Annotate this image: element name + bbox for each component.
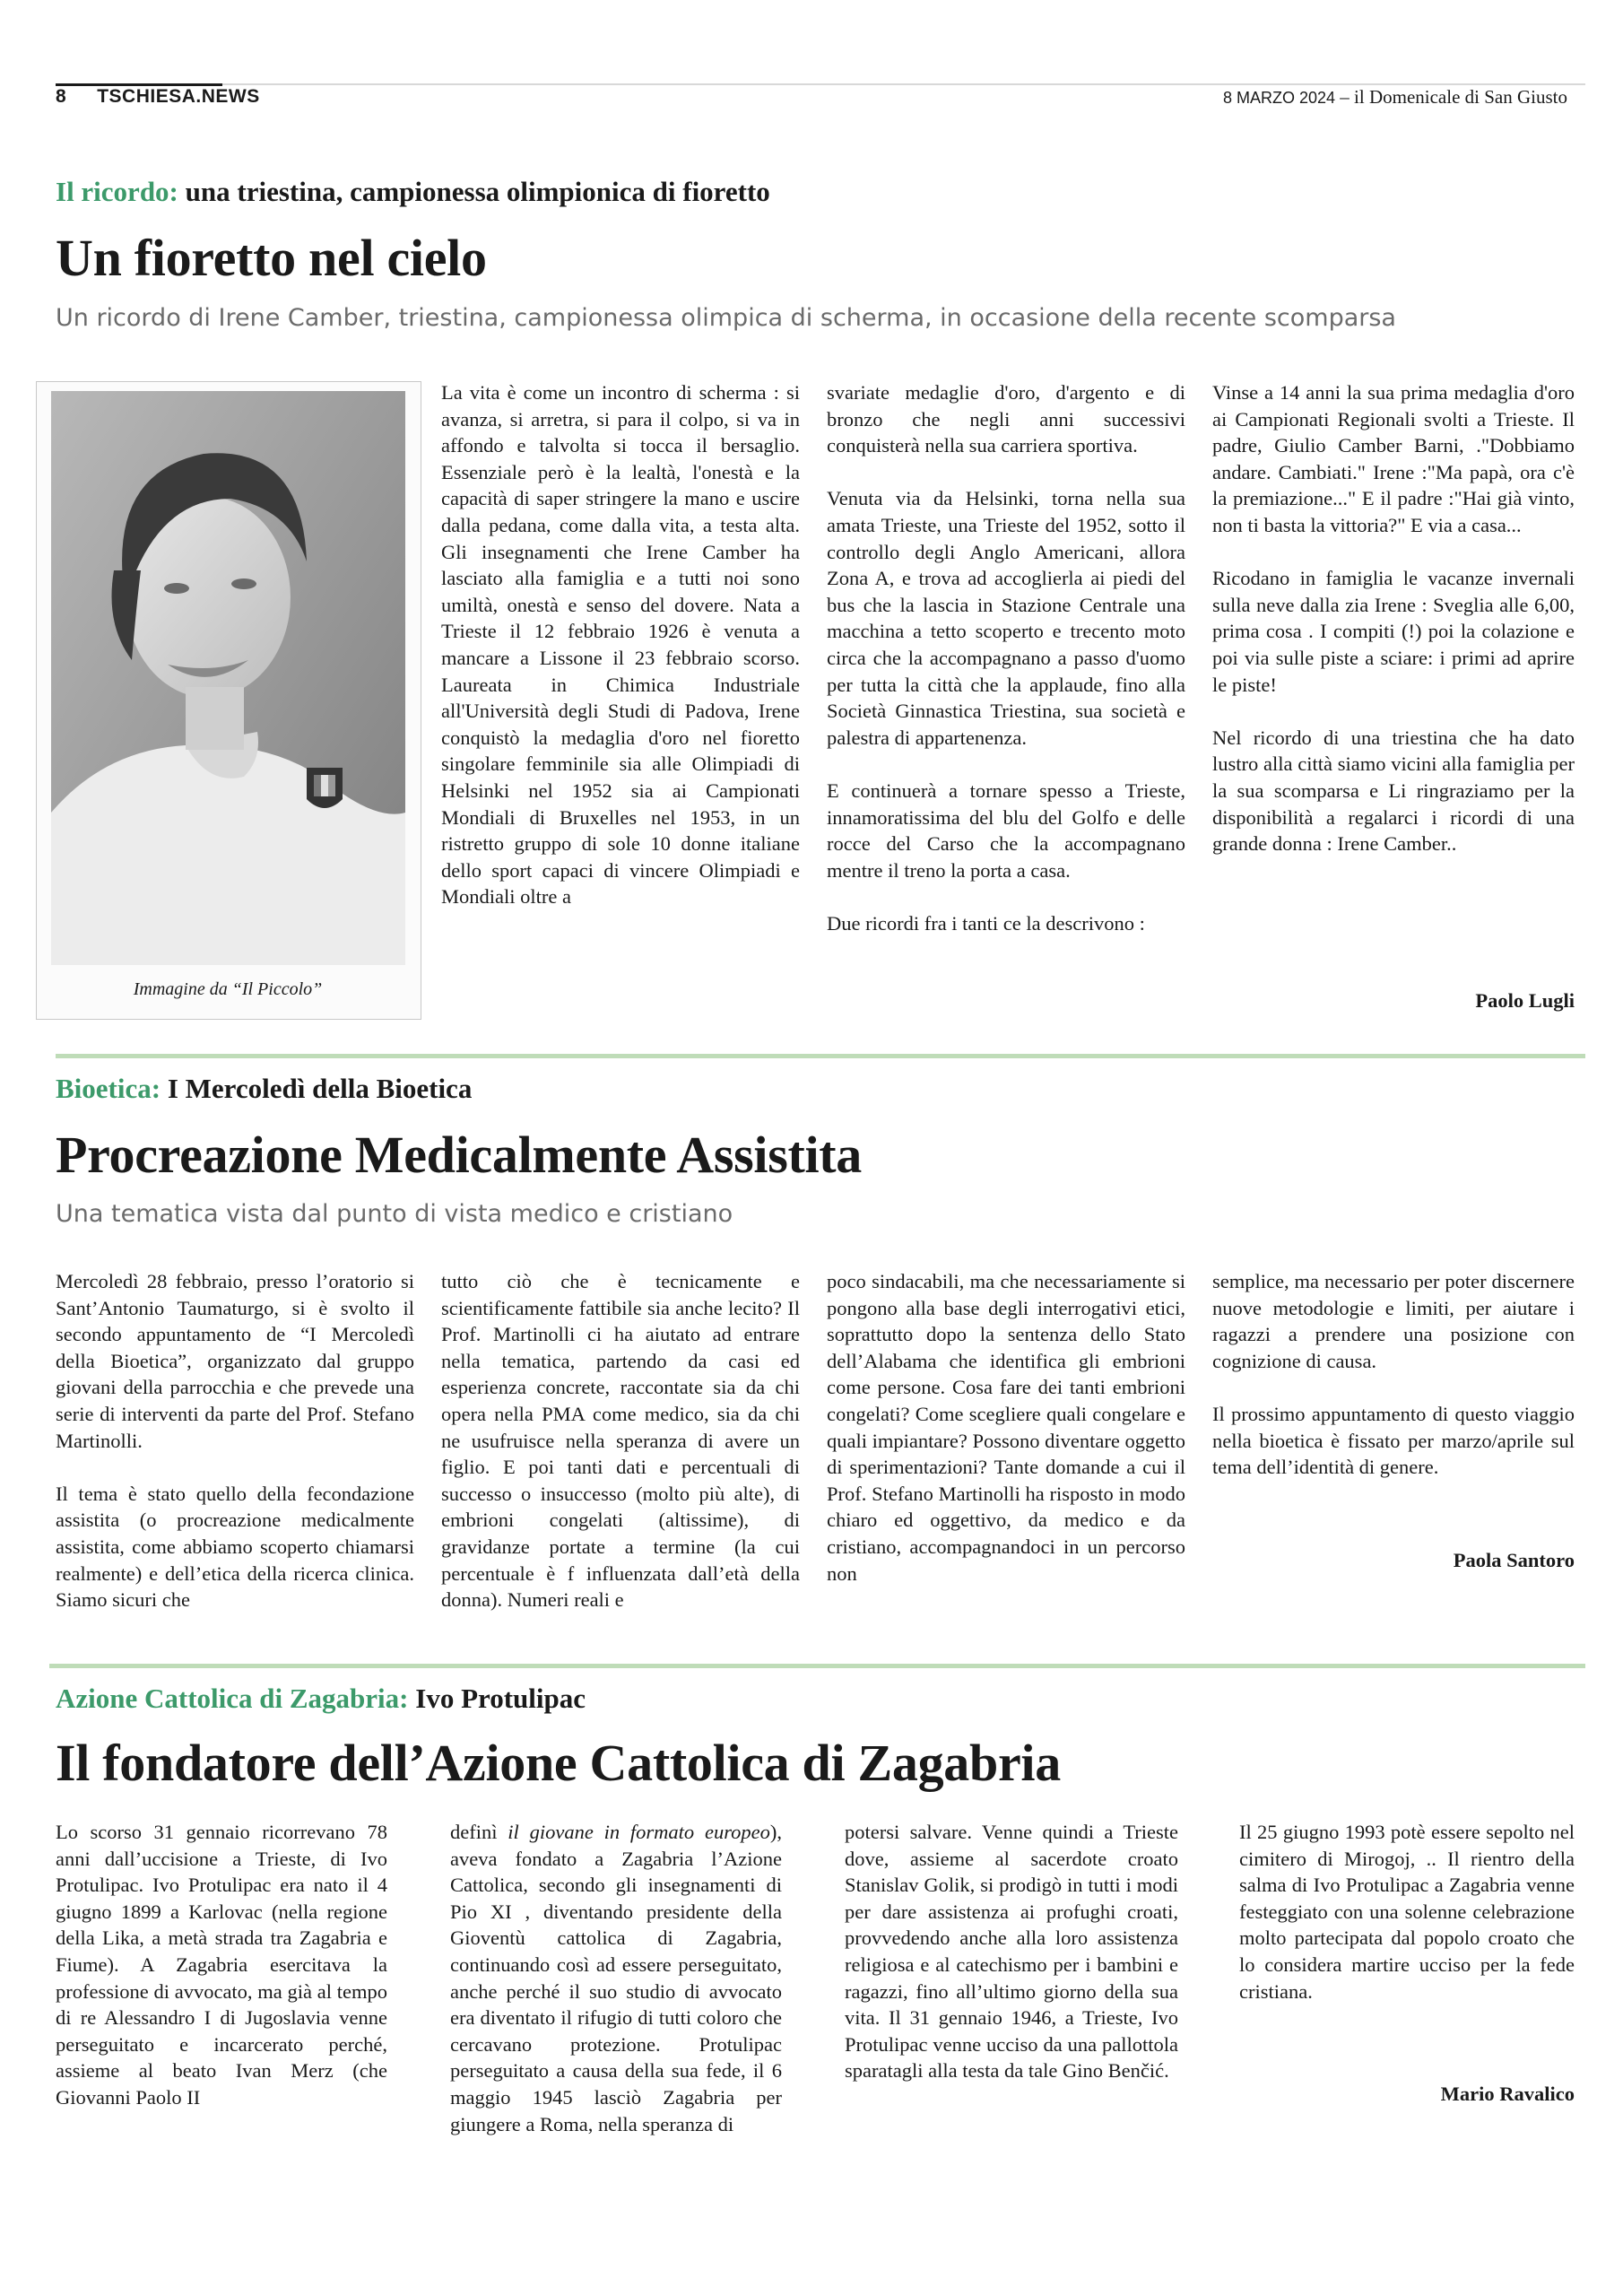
page-number: 8 [56, 86, 67, 107]
article2-col3 [827, 1268, 1185, 1587]
publication-name: – il Domenicale di San Giusto [1340, 86, 1567, 108]
article2-col2 [441, 1268, 800, 1613]
article3-col1-text: Lo scorso 31 gennaio ricorrevano 78 anni dall’uccisione a Trieste, di Ivo Protulipac. Ivo Protulipac era nato il 4 giugno 1899 a Karlovac (nella regione della Lika, a metà strada tra Zagabria e Fiume). A Zagabria esercitava la professione di avvocato, ma già al tempo di re Alessandro I di Jugoslavia venne perseguitato e incarcerato perché, assieme al beato Ivan Merz (che Giovanni Paolo II [56, 1821, 387, 2109]
article2-col4 [1212, 1268, 1575, 1481]
page-header-left [56, 86, 260, 108]
article2-col1-p2: Il tema è stato quello della fecondazione assistita (o procreazione medicalmente assistita, come abbiamo scoperto chiamarsi realmente) e dell’etica della ricerca clinica. Siamo sicuri che [56, 1482, 414, 1612]
article2-col1-p1: Mercoledì 28 febbraio, presso l’oratorio si Sant’Antonio Taumaturgo, si è svolto il secondo appuntamento de “I Mercoledì della Bioetica”, organizzato dal gruppo giovani della parrocchia e che prevede una serie di interventi da parte del Prof. Stefano Martinolli. [56, 1270, 414, 1452]
article1-col1-text: La vita è come un incontro di scherma : si avanza, si arretra, si para il colpo, si va in affondo e talvolta si tocca il bersaglio. Essenziale però è la lealtà, l'onestà e la capacità di saper stringere la mano e uscire dalla pedana, come dalla vita, a testa alta. Gli insegnamenti che Irene Camber ha lasciato alla famiglia e a tutti noi sono umiltà, onestà e senso del dovere. Nata a Trieste il 12 febbraio 1926 è venuta a mancare a Lissone il 23 febbraio scorso. Laureata in Chimica Industriale all'Università degli Studi di Padova, Irene conquistò la medaglia d'oro nel fioretto singolare femminile sia alle Olimpiadi di Helsinki nel 1952 sia ai Campionati Mondiali di Bruxelles nel 1953, in un ristretto gruppo di sole 10 donne italiane dello sport capaci di vincere Olimpiadi e Mondiali oltre a [441, 381, 800, 909]
article3-col2-rest: ), aveva fondato a Zagabria l’Azione Cattolica, secondo gli insegnamenti di Pio XI , diventando presidente della Gioventù cattolica di Zagabria, continuando così ad essere perseguitato, anche perché il suo studio di avvocato era diventato il rifugio di tutti coloro che cercavano protezione. Protulipac perseguitato a causa della sua fede, il 6 maggio 1945 lasciò Zagabria per giungere a Roma, nella speranza di [450, 1821, 783, 2135]
header-rule [56, 83, 1585, 85]
article3-author: Mario Ravalico [1440, 2083, 1575, 2105]
article1-author: Paolo Lugli [1475, 989, 1575, 1012]
section-separator-1 [56, 1054, 1585, 1058]
article2-author: Paola Santoro [1453, 1549, 1575, 1571]
article1-col2-p1: svariate medaglie d'oro, d'argento e di bronzo che negli anni successivi conquisterà nella sua carriera sportiva. [827, 381, 1185, 457]
article3-col1 [56, 1819, 387, 2111]
article2-kicker [56, 1073, 472, 1105]
article2-col4-p1: semplice, ma necessario per poter discernere nuove metodologie e limiti, per aiutare i ragazzi a prendere una posizione con cognizione di causa. [1212, 1270, 1575, 1372]
article1-col2-p3: E continuerà a tornare spesso a Trieste, innamoratissima del blu del Golfo e delle rocce del Carso che la accompagnano mentre il treno la porta a casa. [827, 778, 1185, 882]
article1-title: Un fioretto nel cielo [56, 229, 487, 287]
article2-kicker-text: I Mercoledì della Bioetica [167, 1073, 473, 1104]
site-name: TSCHIESA.NEWS [97, 86, 260, 107]
article1-col3 [1212, 379, 1575, 857]
article3-col2 [450, 1819, 782, 2137]
article2-title: Procreazione Medicalmente Assistita [56, 1126, 863, 1184]
article3-category: Azione Cattolica di Zagabria: [56, 1683, 409, 1714]
article3-title: Il fondatore dell’Azione Cattolica di Zagabria [56, 1734, 1061, 1792]
article1-photo [51, 391, 405, 965]
article2-col1 [56, 1268, 414, 1613]
article3-kicker-text: Ivo Protulipac [415, 1683, 586, 1714]
article2-col2-text: tutto ciò che è tecnicamente e scientificamente fattibile sia anche lecito? Il Prof. Martinolli ci ha aiutato ad entrare nella tematica, partendo da casi ed esperienza concrete, raccontate sia da chi opera nella PMA come medico, sia da chi ne usufruisce nella speranza di avere un figlio. E poi tanti dati e percentuali di successo o insuccesso (molto più alte), di embrioni congelati (altissime), di gravidanze portate a termine (la cui percentuale è f influenzata dall’età della donna). Numeri reali e [441, 1270, 800, 1612]
issue-date: 8 MARZO 2024 [1222, 89, 1336, 107]
article1-col2-p2: Venuta via da Helsinki, torna nella sua amata Trieste, una Trieste del 1952, sotto il controllo degli Anglo Americani, allora Zona A, e trova ad accoglierla ai piedi del bus che la lascia in Stazione Centrale una macchina a tetto scoperto e trecento moto circa che la accompagnano a passo d'uomo per tutta la città che la applaude, fino alla Società Ginnastica Triestina, sua società e palestra di appartenenza. [827, 487, 1185, 749]
article2-col4-p2: Il prossimo appuntamento di questo viaggio nella bioetica è fissato per marzo/aprile sul tema dell’identità di genere. [1212, 1402, 1575, 1479]
section-separator-2 [49, 1664, 1585, 1668]
article1-col3-p2: Ricodano in famiglia le vacanze invernali sulla neve dalla zia Irene : Sveglia alle 6,00, prima cosa . I compiti (!) poi la colazione e poi via sulle piste a sciare: i primi ad aprire le piste! [1212, 567, 1575, 696]
article3-col2-quote: il giovane in formato europeo [508, 1821, 770, 1843]
article3-col4-text: Il 25 giugno 1993 potè essere sepolto nel cimitero di Mirogoj, .. Il rientro della salma di Ivo Protulipac a Zagabria venne festeggiato con una solenne celebrazione molto partecipata dal popolo croato che lo considera martire ucciso per la fede cristiana. [1239, 1821, 1575, 2003]
article1-col3-p1: Vinse a 14 anni la sua prima medaglia d'oro ai Campionati Regionali svolti a Trieste. Il padre, Giulio Camber Barni, ."Dobbiamo andare. Cambiati." Irene :"Ma papà, ora c'è la premiazione..." E il padre :"Hai già vinto, non ti basta la vittoria?" E via a casa... [1212, 381, 1575, 536]
article1-col3-p3: Nel ricordo di una triestina che ha dato lustro alla città siamo vicini alla famiglia per la sua scomparsa e Li ringraziamo per la disponibilità a regalarci i ricordi di una grande donna : Irene Camber.. [1212, 726, 1575, 856]
article3-col3 [845, 1819, 1178, 2084]
article1-subtitle: Un ricordo di Irene Camber, triestina, campionessa olimpica di scherma, in occasione della recente scomparsa [56, 304, 1396, 332]
article3-kicker [56, 1683, 586, 1715]
article3-col2-text [450, 1819, 782, 2137]
article3-col4 [1239, 1819, 1575, 2005]
article2-subtitle: Una tematica vista dal punto di vista medico e cristiano [56, 1200, 733, 1228]
article1-kicker [56, 176, 770, 208]
article3-col2-lead: definì [450, 1821, 508, 1843]
portrait-photo-icon [51, 391, 405, 965]
article1-col2-p4: Due ricordi fra i tanti ce la descrivono : [827, 911, 1145, 935]
article1-col1 [441, 379, 800, 910]
article1-image-caption: Immagine da “Il Piccolo” [133, 979, 323, 999]
article3-col3-text: potersi salvare. Venne quindi a Trieste dove, assieme al sacerdote croato Stanislav Golik, si prodigò in tutti i modi per dare assistenza ai profughi croati, provvedendo anche alla loro assistenza religiosa e al catechismo per i bambini e ragazzi, fino all’ultimo giorno della sua vita. Il 31 gennaio 1946, a Trieste, Ivo Protulipac venne ucciso da una pallottola sparatagli alla testa da tale Gino Benčić. [845, 1821, 1178, 2083]
article2-col3-text: poco sindacabili, ma che necessariamente si pongono alla base degli interrogativi etici, soprattutto dopo la sentenza dello Stato dell’Alabama che identifica gli embrioni come persone. Cosa fare dei tanti embrioni congelati? Come scegliere quali congelare e quali impiantare? Possono diventare oggetto di sperimentazioni? Tante domande a cui il Prof. Stefano Martinolli ha risposto in modo chiaro ed oggettivo, da medico e da cristiano, accompagnandoci in un percorso non [827, 1270, 1185, 1585]
page-header-right [1223, 86, 1567, 109]
article1-col2 [827, 379, 1185, 936]
article1-kicker-text: una triestina, campionessa olimpionica di fioretto [185, 176, 770, 207]
article1-category: Il ricordo: [56, 176, 178, 207]
article2-category: Bioetica: [56, 1073, 161, 1104]
